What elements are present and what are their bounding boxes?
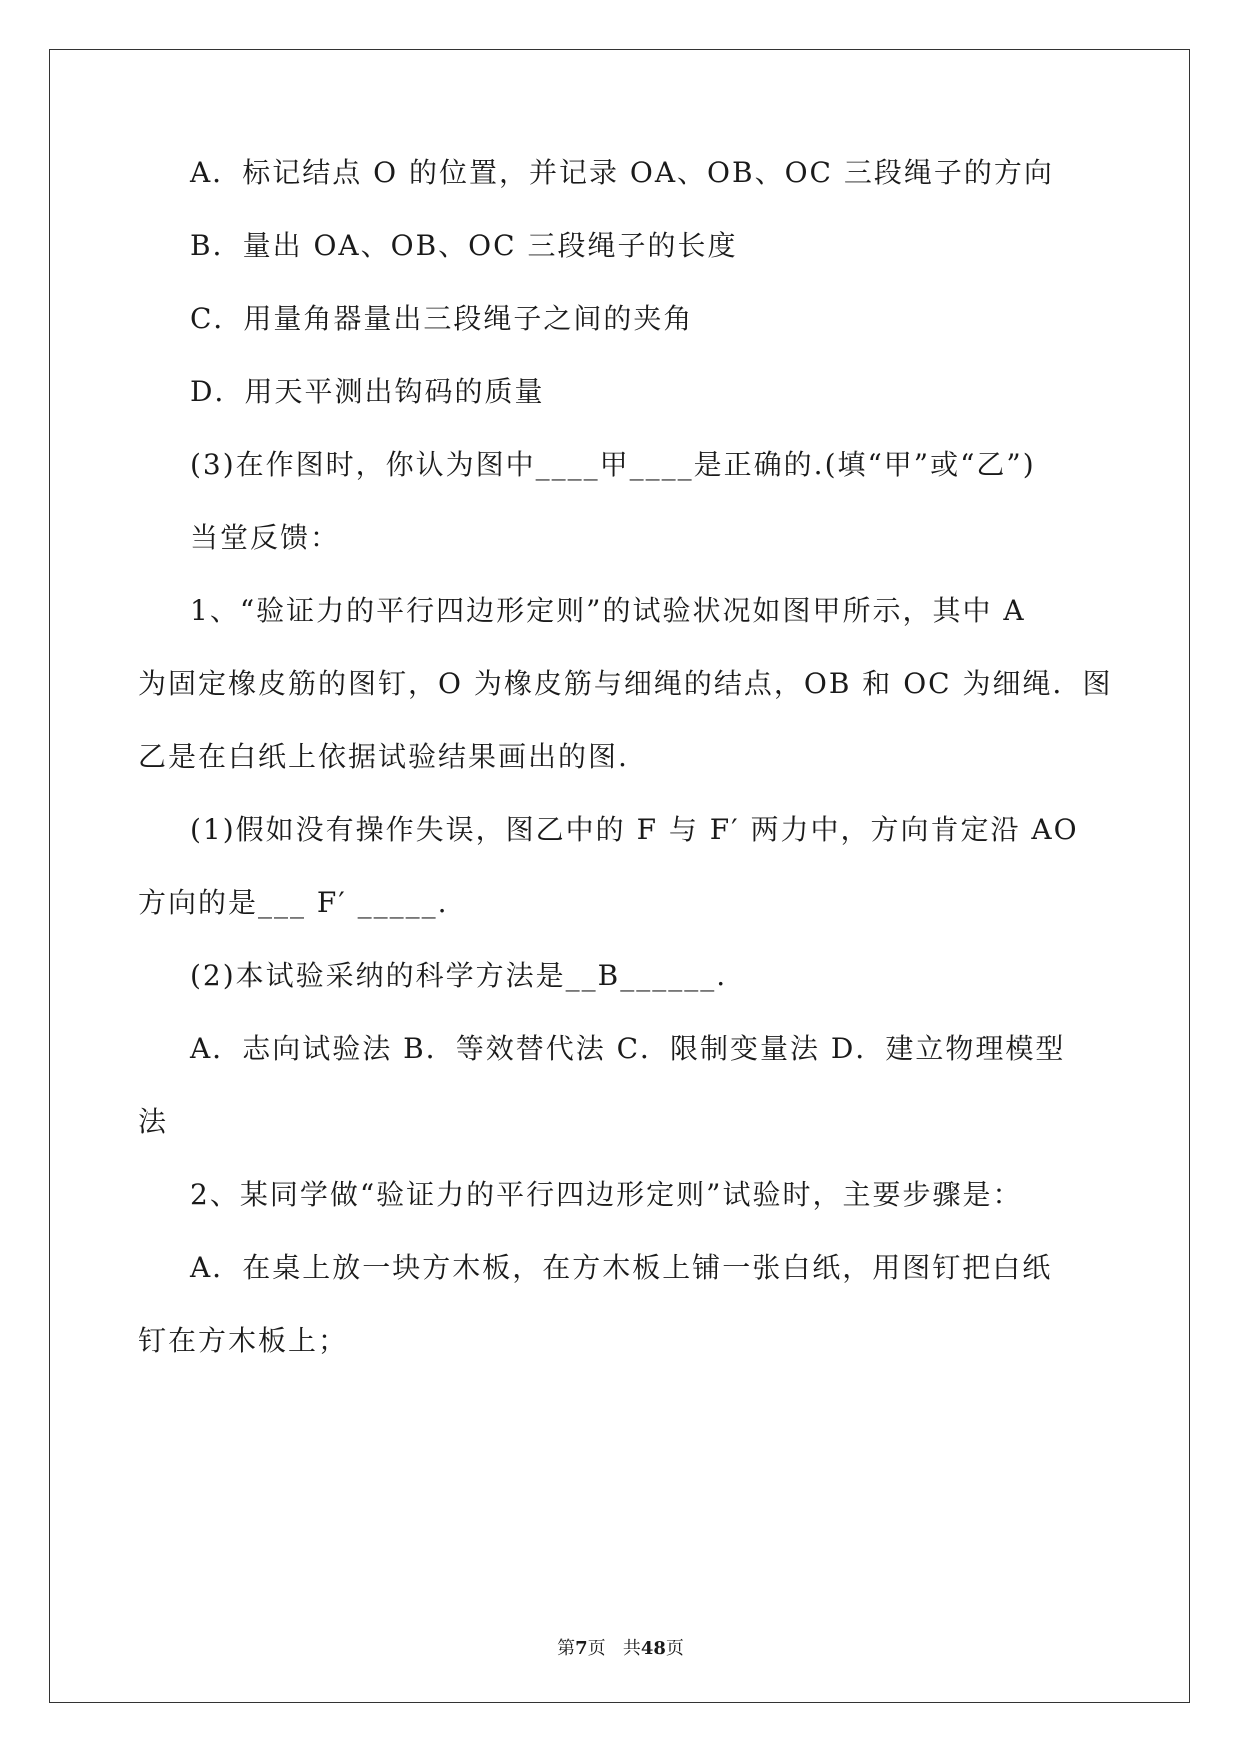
page-border [49, 49, 1190, 1703]
text-line: A．标记结点 O 的位置，并记录 OA、OB、OC 三段绳子的方向 [190, 156, 1054, 189]
text-line: 2、某同学做“验证力的平行四边形定则”试验时，主要步骤是： [190, 1178, 1023, 1211]
text-line: (3)在作图时，你认为图中____甲____是正确的.(填“甲”或“乙”) [190, 448, 1036, 481]
footer-page-suffix: 页 [587, 1638, 606, 1659]
text-line: 钉在方木板上； [138, 1324, 349, 1357]
text-line: 法 [138, 1105, 169, 1138]
footer-prefix: 第 [557, 1638, 576, 1659]
footer-page-number: 7 [575, 1638, 588, 1659]
text-line: D．用天平测出钩码的质量 [190, 375, 545, 408]
text-line: 乙是在白纸上依据试验结果画出的图. [138, 740, 629, 773]
footer-total-suffix: 页 [665, 1638, 684, 1659]
text-line: 为固定橡皮筋的图钉，O 为橡皮筋与细绳的结点，OB 和 OC 为细绳．图 [138, 667, 1113, 700]
text-line: 方向的是___ F′ _____. [138, 886, 449, 919]
page-footer [0, 1637, 1241, 1661]
text-line: (2)本试验采纳的科学方法是__B______. [190, 959, 728, 992]
text-line: A．志向试验法 B．等效替代法 C．限制变量法 D．建立物理模型 [190, 1032, 1066, 1065]
text-line: (1)假如没有操作失误，图乙中的 F 与 F′ 两力中，方向肯定沿 AO [190, 813, 1079, 846]
text-line: A．在桌上放一块方木板，在方木板上铺一张白纸，用图钉把白纸 [190, 1251, 1053, 1284]
text-line: C．用量角器量出三段绳子之间的夹角 [190, 302, 694, 335]
footer-total-pages: 48 [640, 1638, 666, 1659]
text-line: B．量出 OA、OB、OC 三段绳子的长度 [190, 229, 738, 262]
footer-total-prefix: 共 [622, 1638, 641, 1659]
section-heading: 当堂反馈： [190, 521, 341, 554]
text-line: 1、“验证力的平行四边形定则”的试验状况如图甲所示，其中 A [190, 594, 1026, 627]
